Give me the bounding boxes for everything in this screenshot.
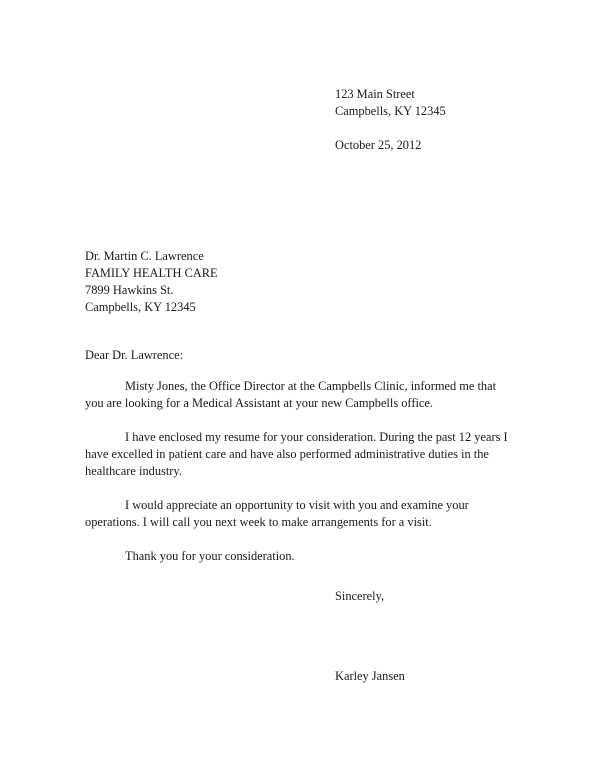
recipient-city: Campbells, KY 12345	[85, 300, 196, 314]
letter-date: October 25, 2012	[335, 138, 422, 152]
recipient-address-block	[85, 248, 600, 316]
body-paragraph-1: Misty Jones, the Office Director at the Campbells Clinic, informed me that you are looking for a Medical Assistant at your new Campbells office.	[85, 379, 497, 410]
signature-name: Karley Jansen	[335, 669, 405, 683]
salutation: Dear Dr. Lawrence:	[85, 348, 184, 362]
sender-city: Campbells, KY 12345	[335, 104, 446, 118]
recipient-company: FAMILY HEALTH CARE	[85, 266, 218, 280]
recipient-name: Dr. Martin C. Lawrence	[85, 249, 204, 263]
sender-street: 123 Main Street	[335, 87, 415, 101]
closing: Sincerely,	[335, 589, 385, 603]
body-paragraph-2: I have enclosed my resume for your consideration. During the past 12 years I have excelled in patient care and have also performed administrative duties in the healthcare industry.	[85, 430, 508, 478]
recipient-street: 7899 Hawkins St.	[85, 283, 174, 297]
body-paragraph-3: I would appreciate an opportunity to visit with you and examine your operations. I will call you next week to make arrangements for a visit.	[85, 498, 469, 529]
body-paragraph-4: Thank you for your consideration.	[125, 549, 295, 563]
sender-address-block	[335, 86, 600, 120]
